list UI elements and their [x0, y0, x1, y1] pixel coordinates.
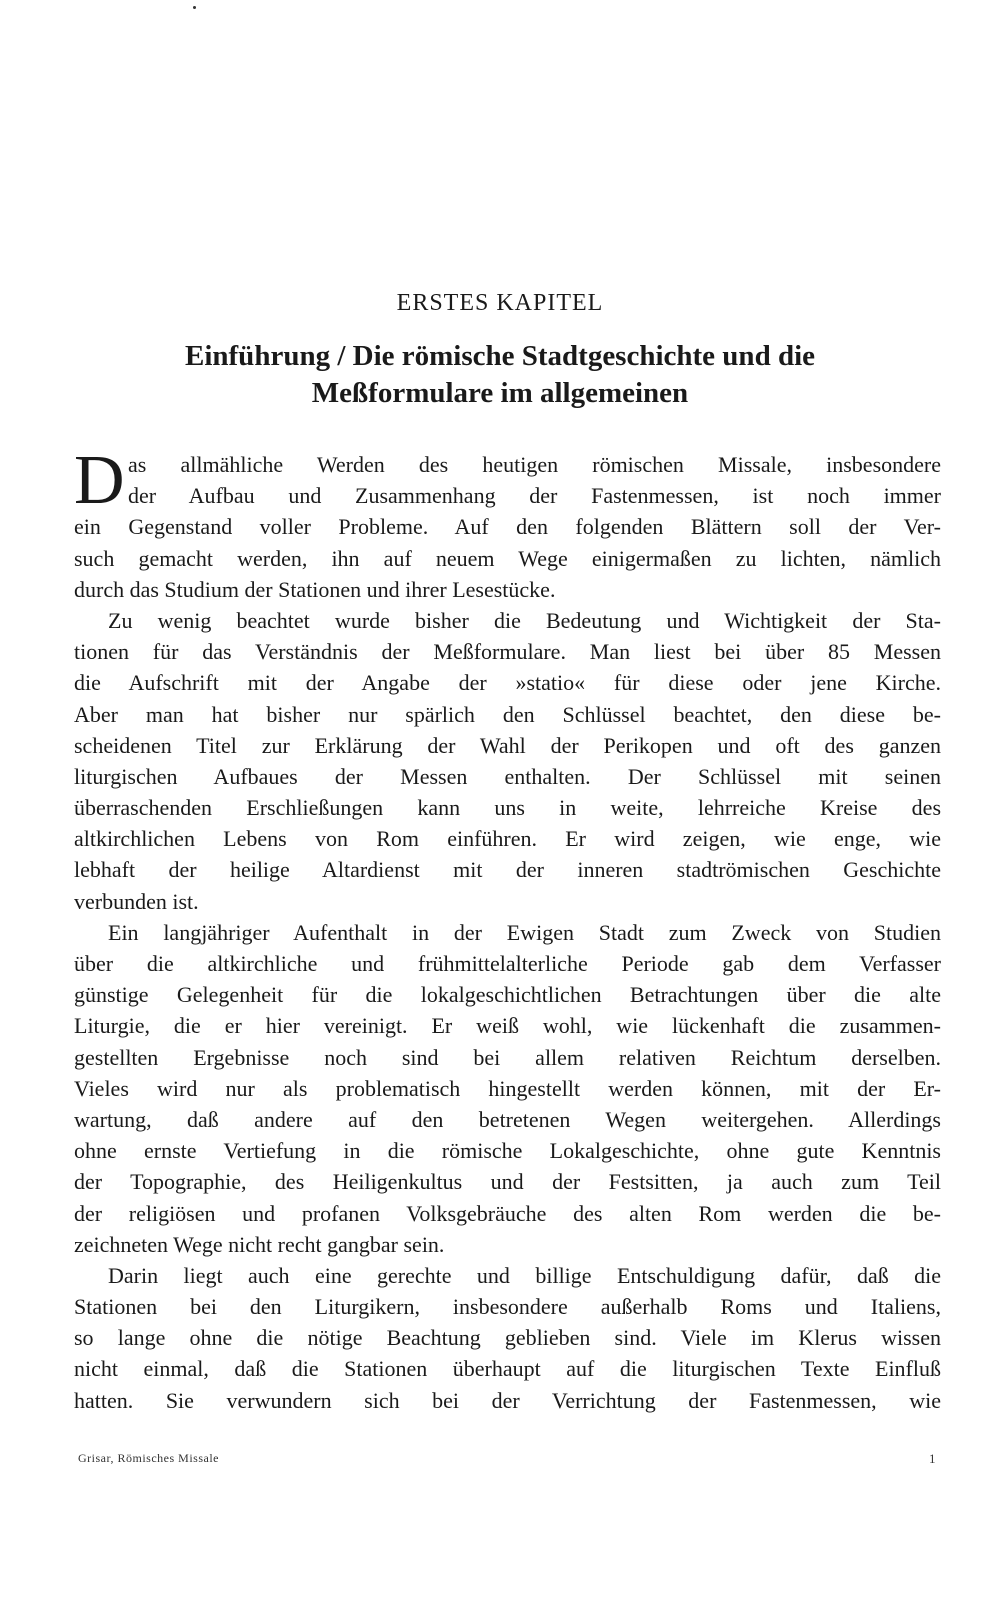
text-line: Ein langjähriger Aufenthalt in der Ewigen Stadt zum Zweck von Studien: [108, 919, 941, 945]
text-line: tionen für das Verständnis der Meßformulare. Man liest bei über 85 Messen: [74, 639, 941, 665]
text-line: Aber man hat bisher nur spärlich den Schlüssel beachtet, den diese be-: [74, 701, 941, 727]
text-line: der religiösen und profanen Volksgebräuche des alten Rom werden die be-: [74, 1200, 941, 1226]
text-line: überraschenden Erschließungen kann uns in weite, lehrreiche Kreise des: [74, 795, 941, 821]
text-line: scheidenen Titel zur Erklärung der Wahl der Perikopen und oft des ganzen: [74, 732, 941, 758]
text-line: der Topographie, des Heiligenkultus und der Festsitten, ja auch zum Teil: [74, 1169, 941, 1195]
text-line: Stationen bei den Liturgikern, insbesondere außerhalb Roms und Italiens,: [74, 1294, 941, 1320]
text-line: nicht einmal, daß die Stationen überhaupt auf die liturgischen Texte Einfluß: [74, 1356, 941, 1382]
chapter-heading: ERSTES KAPITEL: [396, 290, 604, 316]
text-line: die Aufschrift mit der Angabe der »statio« für diese oder jene Kirche.: [74, 670, 941, 696]
paragraph: [74, 917, 941, 1260]
text-line: altkirchlichen Lebens von Rom einführen. Er wird zeigen, wie enge, wie: [74, 826, 941, 852]
text-line: günstige Gelegenheit für die lokalgeschichtlichen Betrachtungen über die alte: [74, 982, 941, 1008]
text-line: ohne ernste Vertiefung in die römische Lokalgeschichte, ohne gute Kenntnis: [74, 1138, 941, 1164]
chapter-title-line: Einführung / Die römische Stadtgeschichte und die: [185, 340, 815, 372]
chapter-title: [80, 338, 920, 412]
text-line: verbunden ist.: [74, 888, 199, 914]
text-line: hatten. Sie verwundern sich bei der Verrichtung der Fastenmessen, wie: [74, 1387, 941, 1413]
text-line: as allmähliche Werden des heutigen römischen Missale, insbesondere: [128, 452, 941, 477]
paragraph: [74, 442, 941, 605]
paragraph: [74, 605, 941, 917]
text-line: wartung, daß andere auf den betretenen Wegen weitergehen. Allerdings: [74, 1106, 941, 1132]
paragraph: [74, 1260, 941, 1416]
text-line: Zu wenig beachtet wurde bisher die Bedeutung und Wichtigkeit der Sta-: [108, 607, 941, 633]
text-line: liturgischen Aufbaues der Messen enthalten. Der Schlüssel mit seinen: [74, 763, 941, 789]
sheet-signature: Grisar, Römisches Missale: [78, 1451, 220, 1465]
chapter-title-line: Meßformulare im allgemeinen: [311, 377, 689, 409]
text-line: lebhaft der heilige Altardienst mit der inneren stadtrömischen Geschichte: [74, 857, 941, 883]
speck-mark: [193, 6, 196, 9]
text-line: Darin liegt auch eine gerechte und billige Entschuldigung dafür, daß die: [108, 1262, 941, 1288]
text-line: Vieles wird nur als problematisch hingestellt werden können, mit der Er-: [74, 1075, 941, 1101]
text-line: durch das Studium der Stationen und ihrer Lesestücke.: [74, 576, 556, 602]
text-line: über die altkirchliche und frühmittelalterliche Periode gab dem Verfasser: [74, 951, 941, 976]
text-line: Liturgie, die er hier vereinigt. Er weiß wohl, wie lückenhaft die zusammen-: [74, 1013, 941, 1039]
text-line: zeichneten Wege nicht recht gangbar sein.: [74, 1231, 445, 1257]
text-line: so lange ohne die nötige Beachtung geblieben sind. Viele im Klerus wissen: [74, 1325, 941, 1351]
sheet-number: 1: [929, 1451, 936, 1466]
text-line: gestellten Ergebnisse noch sind bei allem relativen Reichtum derselben.: [74, 1044, 941, 1070]
body-text: [74, 442, 941, 1416]
text-line: ein Gegenstand voller Probleme. Auf den folgenden Blättern soll der Ver-: [74, 514, 941, 540]
text-line: der Aufbau und Zusammenhang der Fastenmessen, ist noch immer: [128, 483, 941, 509]
drop-cap: D: [74, 442, 125, 519]
text-line: such gemacht werden, ihn auf neuem Wege einigermaßen zu lichten, nämlich: [74, 545, 941, 571]
